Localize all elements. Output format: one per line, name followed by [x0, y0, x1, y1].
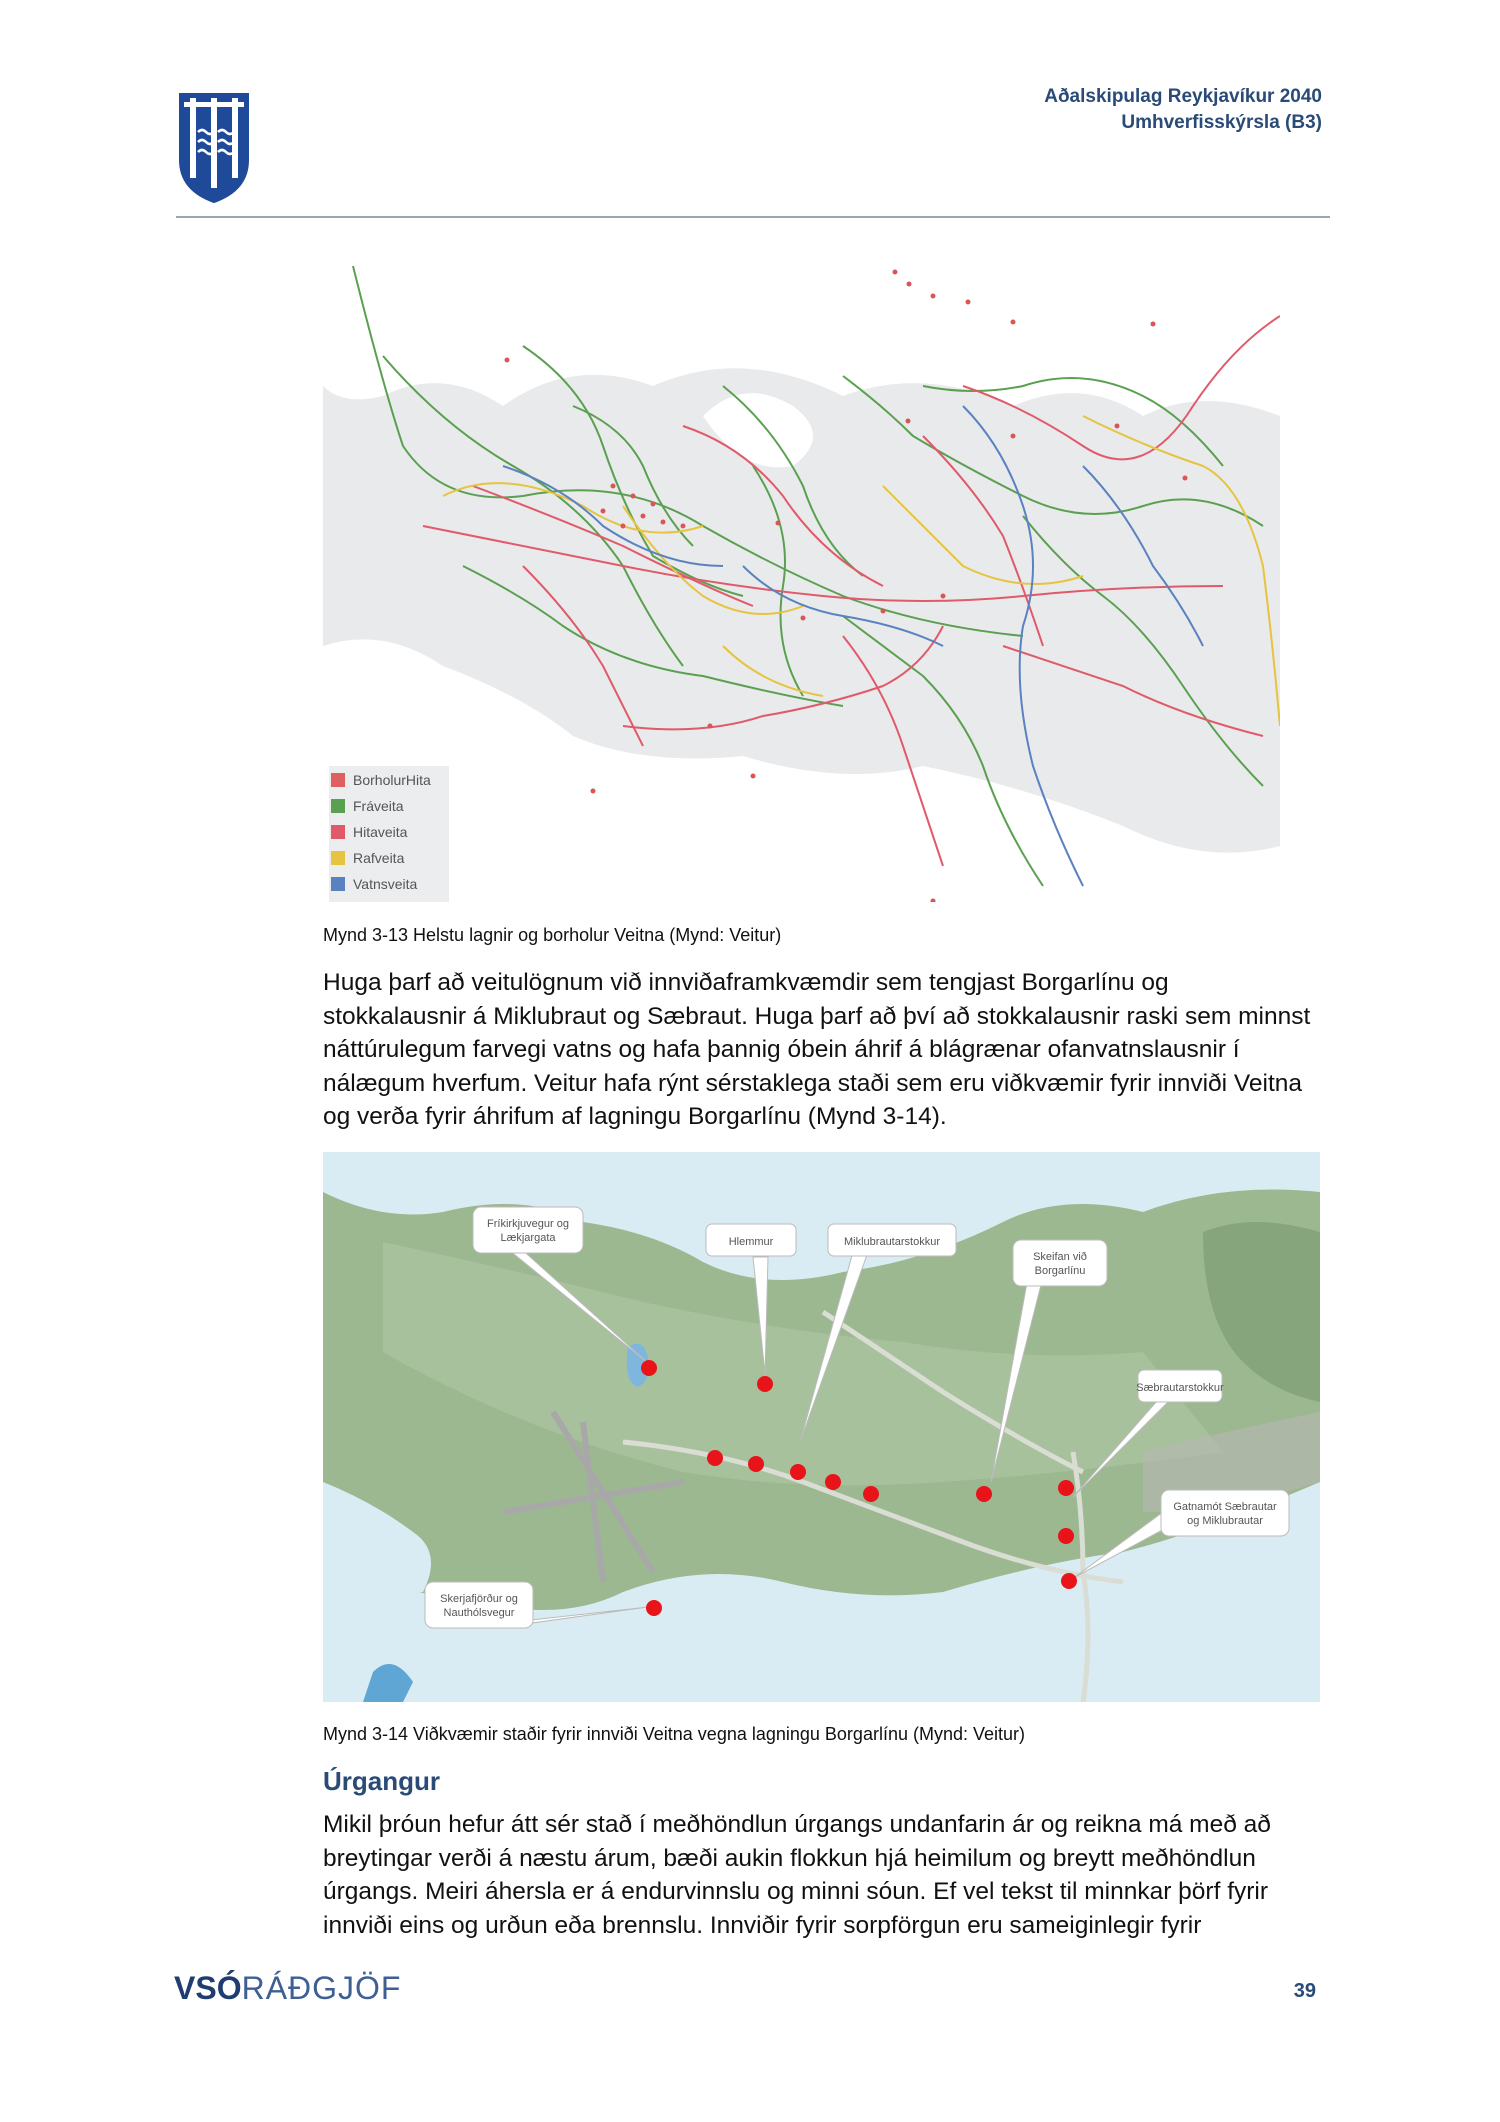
- legend-label: Fráveita: [353, 798, 404, 814]
- site-marker: [825, 1474, 841, 1490]
- legend-swatch: [331, 799, 345, 813]
- reykjavik-coat-of-arms-icon: [178, 92, 250, 204]
- callout-skeifan-line2: Borgarlínu: [1034, 1265, 1086, 1277]
- callout-gatnamot-line1: Gatnamót Sæbrautar: [1173, 1501, 1277, 1513]
- site-marker: [1058, 1528, 1074, 1544]
- callout-saebraut: Sæbrautarstokkur: [1136, 1382, 1224, 1394]
- legend-swatch: [331, 825, 345, 839]
- header-title-line2: Umhverfisskýrsla (B3): [1121, 112, 1322, 133]
- legend-swatch: [331, 773, 345, 787]
- paragraph-urgangur: Mikil þróun hefur átt sér stað í meðhöndlun úrgangs undanfarin ár og reikna má með að breytingar verði á næstu árum, bæði aukin flokkun hjá heimilum og breytt meðhöndlun úrgangs. Meiri áhersla er á endurvinnslu og minni sóun. Ef vel tekst til minnkar þörf fyrir innviði eins og urðun eða brennslu. Innviðir fyrir sorpförgun eru sameiginlegir fyrir: [323, 1811, 1271, 1939]
- site-marker: [748, 1456, 764, 1472]
- callout-miklubraut: Miklubrautarstokkur: [844, 1236, 940, 1248]
- utility-network-map: [323, 266, 1280, 902]
- site-marker: [863, 1486, 879, 1502]
- callout-skeifan-line1: Skeifan við: [1033, 1251, 1087, 1263]
- site-marker: [1061, 1573, 1077, 1589]
- site-marker: [641, 1360, 657, 1376]
- legend-label: Rafveita: [353, 850, 405, 866]
- header-divider: [176, 216, 1330, 218]
- legend-swatch: [331, 851, 345, 865]
- legend-label: Hitaveita: [353, 824, 408, 840]
- site-marker: [646, 1600, 662, 1616]
- map-legend: [329, 766, 449, 902]
- callout-skerjafjordur-line1: Skerjafjörður og: [440, 1593, 518, 1605]
- site-marker: [707, 1450, 723, 1466]
- paragraph-veitulagnir: Huga þarf að veitulögnum við innviðaframkvæmdir sem tengjast Borgarlínu og stokkalausnir á Miklubraut og Sæbraut. Huga þarf að því að stokkalausnir raski sem minnst náttúrulegum farvegi vatns og hafa þannig óbein áhrif á blágrænar ofanvatnslausnir í nálægum hverfum. Veitur hafa rýnt sérstaklega staði sem eru viðkvæmir fyrir innviði Veitna og verða fyrir áhrifum af lagningu Borgarlínu (Mynd 3-14).: [323, 969, 1311, 1130]
- legend-label: Vatnsveita: [353, 876, 418, 892]
- logo-light-text: RÁÐGJÖF: [241, 1970, 402, 2006]
- figure2-caption: Mynd 3-14 Viðkvæmir staðir fyrir innviði Veitna vegna lagningu Borgarlínu (Mynd: Veitur): [323, 1724, 1025, 1744]
- callout-hlemmur: Hlemmur: [728, 1236, 774, 1248]
- page-number: 39: [1293, 1980, 1316, 2002]
- header-title-line1: Aðalskipulag Reykjavíkur 2040: [1044, 86, 1322, 107]
- logo-bold-text: VSÓ: [174, 1970, 242, 2006]
- section-heading-urgangur: Úrgangur: [323, 1766, 440, 1796]
- site-marker: [790, 1464, 806, 1480]
- callout-gatnamot-line2: og Miklubrautar: [1187, 1515, 1263, 1527]
- figure1-caption: Mynd 3-13 Helstu lagnir og borholur Veitna (Mynd: Veitur): [323, 925, 782, 945]
- site-marker: [757, 1376, 773, 1392]
- callout-skerjafjordur-line2: Nauthólsvegur: [443, 1607, 515, 1619]
- site-marker: [1058, 1480, 1074, 1496]
- callout-frikirkjuvegur-line1: Fríkirkjuvegur og: [487, 1218, 569, 1230]
- site-marker: [976, 1486, 992, 1502]
- legend-swatch: [331, 877, 345, 891]
- sensitive-sites-map: [323, 1152, 1320, 1702]
- vso-radgjof-logo: [174, 1970, 401, 2007]
- legend-label: BorholurHita: [353, 772, 431, 788]
- callout-frikirkjuvegur-line2: Lækjargata: [500, 1232, 556, 1244]
